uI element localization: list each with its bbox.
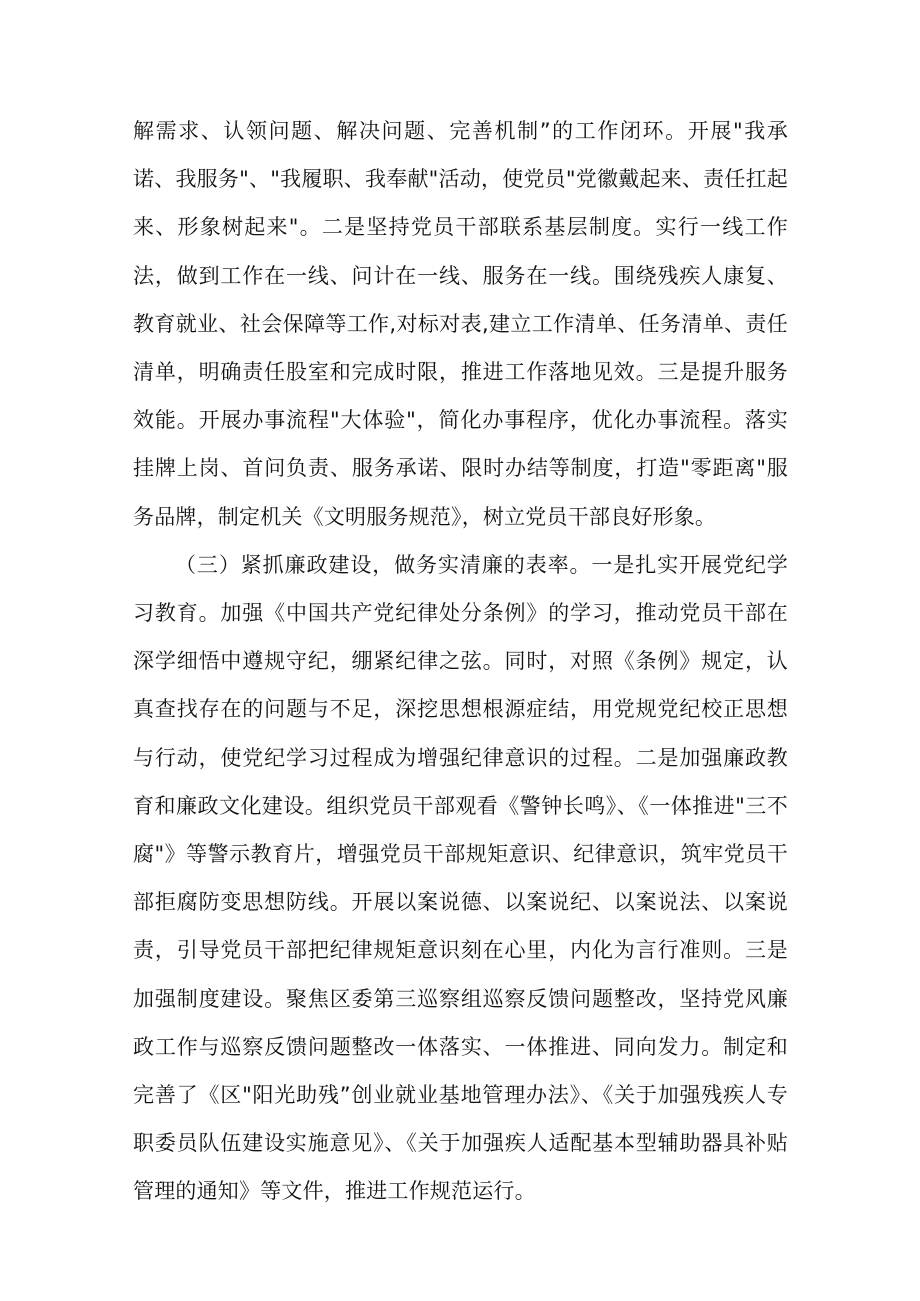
document-body [133, 107, 788, 1216]
paragraph-continuation: 解需求、认领问题、解决问题、完善机制”的工作闭环。开展"我承诺、我服务"、"我履职、我奉献"活动，使党员"党徽戴起来、责任扛起来、形象树起来"。二是坚持党员干部联系基层制度。实行一线工作法，做到工作在一线、问计在一线、服务在一线。围绕残疾人康复、教育就业、社会保障等工作,对标对表,建立工作清单、任务清单、责任清单，明确责任股室和完成时限，推进工作落地见效。三是提升服务效能。开展办事流程"大体验"，简化办事程序，优化办事流程。落实挂牌上岗、首问负责、服务承诺、限时办结等制度，打造"零距离"服务品牌，制定机关《文明服务规范》，树立党员干部良好形象。 [133, 119, 788, 529]
paragraph-section-three: （三）紧抓廉政建设，做务实清廉的表率。一是扎实开展党纪学习教育。加强《中国共产党纪律处分条例》的学习，推动党员干部在深学细悟中遵规守纪，绷紧纪律之弦。同时，对照《条例》规定，认真查找存在的问题与不足，深挖思想根源症结，用党规党纪校正思想与行动，使党纪学习过程成为增强纪律意识的过程。二是加强廉政教育和廉政文化建设。组织党员干部观看《警钟长鸣》、《一体推进"三不腐"》等警示教育片，增强党员干部规矩意识、纪律意识，筑牢党员干部拒腐防变思想防线。开展以案说德、以案说纪、以案说法、以案说责，引导党员干部把纪律规矩意识刻在心里，内化为言行准则。三是加强制度建设。聚焦区委第三巡察组巡察反馈问题整改，坚持党风廉政工作与巡察反馈问题整改一体落实、一体推进、同向发力。制定和完善了《区"阳光助残”创业就业基地管理办法》、《关于加强残疾人专职委员队伍建设实施意见》、《关于加强疾人适配基本型辅助器具补贴管理的通知》等文件，推进工作规范运行。 [133, 552, 788, 1204]
